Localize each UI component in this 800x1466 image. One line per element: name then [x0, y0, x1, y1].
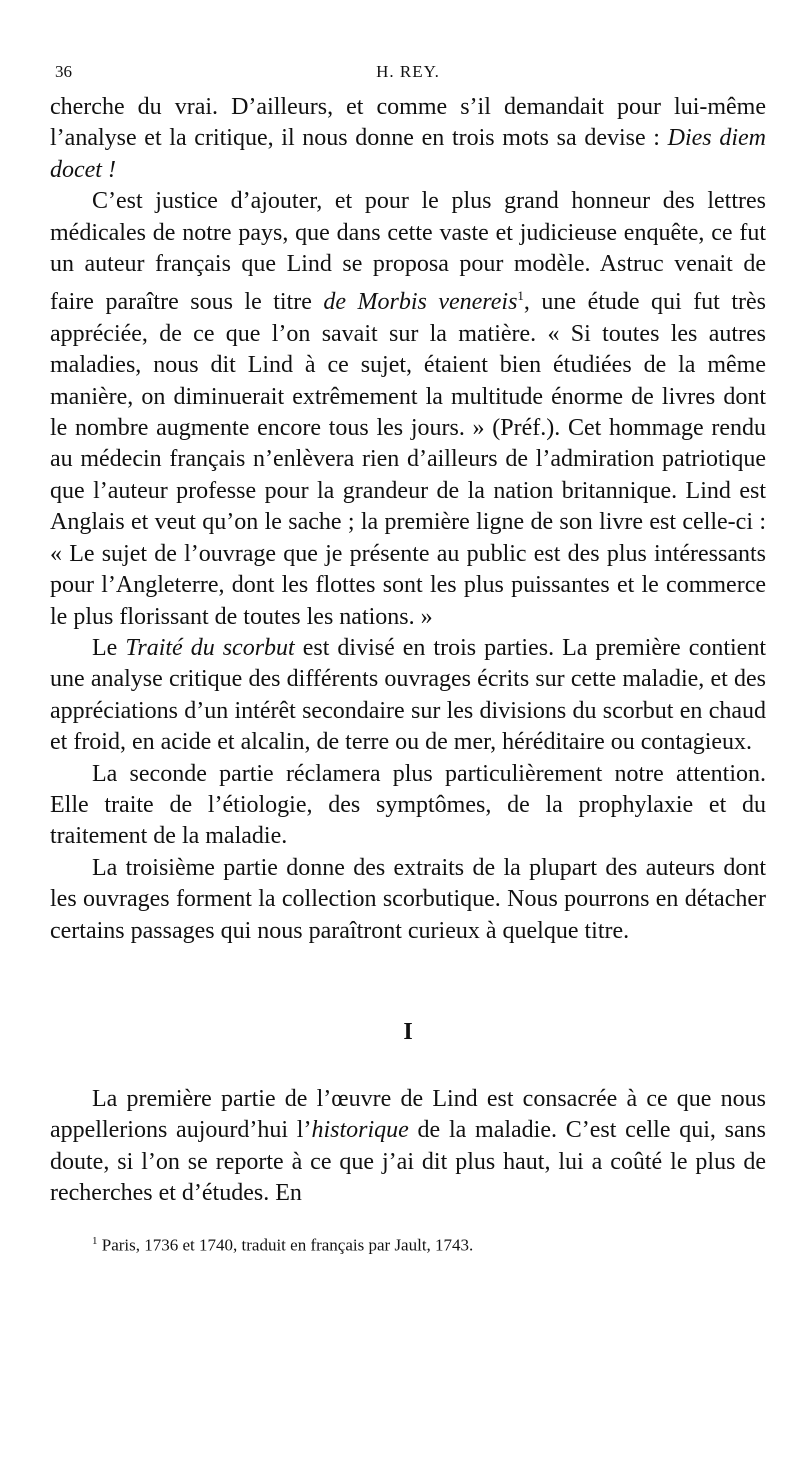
running-title: H. REY. [376, 62, 440, 81]
text-run: , une étude qui fut très appréciée, de ce que l’on savait sur la matière. « Si toutes les autres maladies, nous dit Lind à ce sujet, étaient bien étudiées de la même manière, on diminuerait extrêmement la multitude énorme de livres dont le nombre augmente encore tous les jours. » (Préf.). Cet hommage rendu au médecin français n’enlèvera rien d’ailleurs de l’admiration patriotique que l’auteur professe pour la grandeur de la nation britannique. Lind est Anglais et veut qu’on le sache ; la première ligne de son livre est celle-ci : « Le sujet de l’ouvrage que je présente au public est des plus intéressants pour l’Angleterre, dont les flottes sont les plus puissantes et le commerce le plus florissant de toutes les nations. » [50, 289, 767, 630]
paragraph [50, 759, 766, 853]
italic-text: de Morbis venereis [323, 289, 518, 316]
footnote-marker: 1 [92, 1234, 98, 1247]
paragraph [50, 186, 766, 633]
footnote [50, 1230, 766, 1257]
text-run: La troisième partie donne des extraits de la plupart des auteurs dont les ouvrages forment la collection scorbutique. Nous pourrons en détacher certains passages qui nous paraîtront curieux à quelque titre. [50, 854, 766, 944]
text-run: La seconde partie réclamera plus particulièrement notre attention. Elle traite de l’étiologie, des symptômes, de la prophylaxie et du traitement de la maladie. [50, 760, 766, 850]
page-number: 36 [55, 62, 72, 81]
text-run: est divisé en trois parties. La première contient une analyse critique des différents ouvrages écrits sur cette maladie, et des appréciations d’un intérêt secondaire sur les divisions du scorbut en chaud et froid, en acide et alcalin, de terre ou de mer, héréditaire ou contagieux. [50, 634, 767, 756]
paragraph [50, 92, 766, 186]
running-header [50, 62, 766, 92]
section-heading: I [403, 1018, 413, 1045]
book-page [50, 62, 766, 1256]
paragraph [50, 853, 766, 947]
text-run: La première partie de l’œuvre de Lind est consacrée à ce que nous appellerions aujourd’hui l’ [50, 1085, 766, 1144]
text-run: de la maladie. C’est celle qui, sans doute, si l’on se reporte à ce que j’ai dit plus haut, lui a coûté le plus de recherches et d’études. En [50, 1117, 766, 1207]
paragraph [50, 633, 766, 759]
italic-text: Dies diem docet ! [50, 125, 766, 183]
paragraph [50, 1084, 766, 1210]
italic-text: Traité du scorbut [125, 634, 295, 661]
footnote-reference: 1 [517, 288, 524, 304]
main-text [50, 92, 766, 947]
footnote-text: Paris, 1736 et 1740, traduit en français par Jault, 1743. [97, 1235, 474, 1255]
text-run: Le [92, 634, 126, 661]
text-run: C’est justice d’ajouter, et pour le plus grand honneur des lettres médicales de notre pays, que dans cette vaste et judicieuse enquête, ce fut un auteur français que Lind se proposa pour modèle. Astruc venait de faire paraître sous le titre [50, 188, 766, 316]
section-text [50, 1084, 766, 1210]
italic-text: historique [311, 1117, 409, 1144]
text-run: cherche du vrai. D’ailleurs, et comme s’il demandait pour lui-même l’analyse et la critique, il nous donne en trois mots sa devise : [50, 94, 766, 152]
